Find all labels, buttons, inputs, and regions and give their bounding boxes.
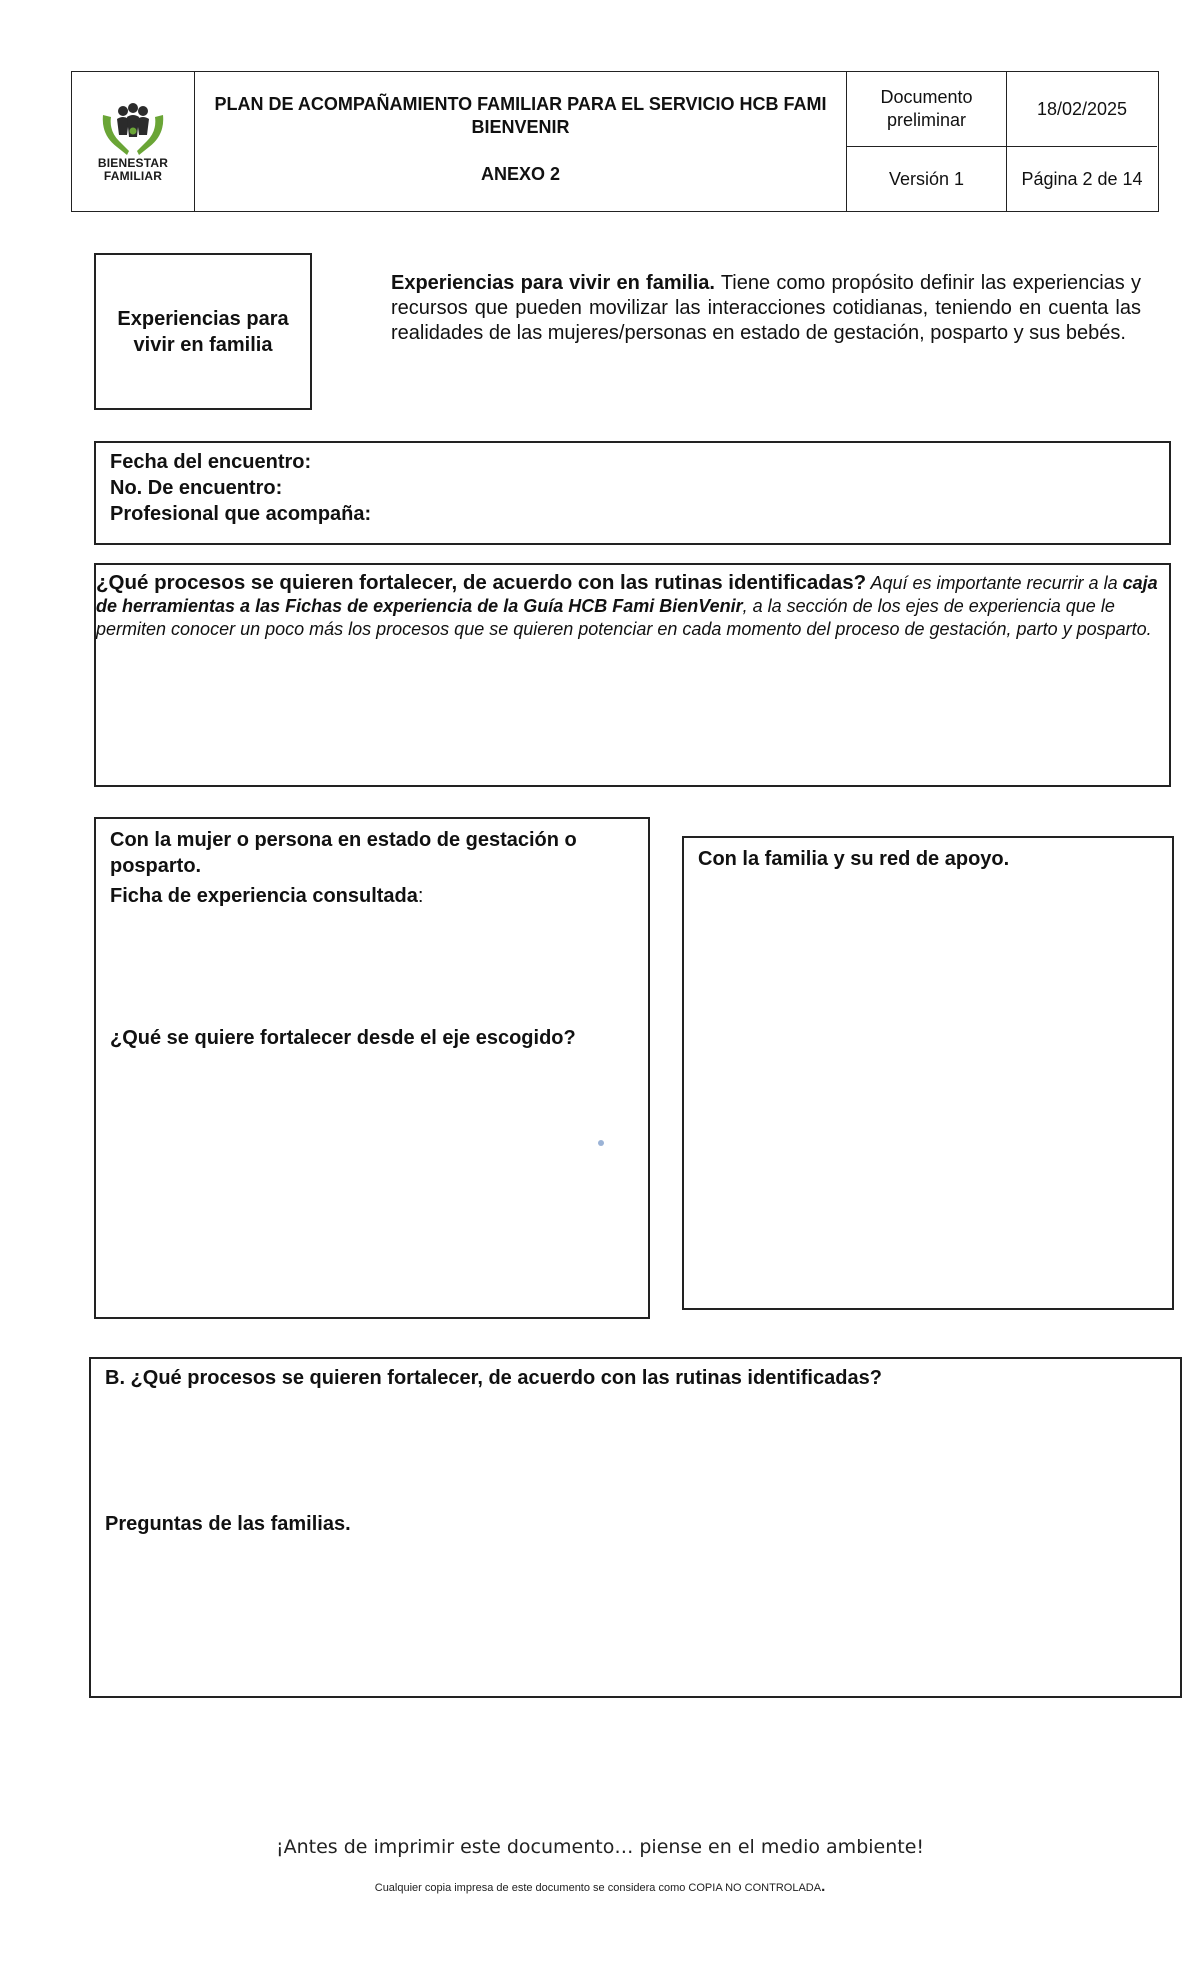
- family-section-heading: Con la familia y su red de apoyo.: [698, 848, 1010, 870]
- profesional-label: Profesional que acompaña:: [110, 503, 372, 525]
- ficha-label: Ficha de experiencia consultada: [110, 885, 418, 907]
- woman-section-heading: Con la mujer o persona en estado de gestación o posparto.: [110, 829, 577, 877]
- section-b-box: [89, 1357, 1182, 1698]
- intro-heading: Experiencias para vivir en familia.: [391, 272, 715, 294]
- document-status: Documento preliminar: [847, 72, 1007, 147]
- title-cell: [195, 72, 847, 211]
- document-date: 18/02/2025: [1007, 72, 1157, 147]
- processes-note-a: Aquí es importante recurrir a la: [866, 573, 1123, 593]
- stray-dot: [598, 1140, 604, 1146]
- footer-copy-note: [0, 1878, 1200, 1895]
- bienestar-familiar-logo: [98, 101, 168, 183]
- processes-question-box: [94, 563, 1171, 787]
- family-hands-icon: [99, 101, 167, 157]
- family-questions-heading: Preguntas de las familias.: [105, 1513, 351, 1535]
- document-version: Versión 1: [847, 147, 1007, 211]
- intro-body: Tiene como propósito definir las experiencias y recursos que pueden movilizar las interacciones cotidianas, teniendo en cuenta las realidades de las mujeres/personas en estado de gestación, posparto y sus bebés.: [391, 272, 1141, 344]
- fecha-label: Fecha del encuentro:: [110, 451, 312, 473]
- document-header: [71, 71, 1159, 212]
- page-number: Página 2 de 14: [1021, 168, 1143, 189]
- ficha-colon: :: [417, 885, 424, 907]
- woman-section-box: [94, 817, 650, 1319]
- logo-cell: [72, 72, 195, 211]
- annex-label: ANEXO 2: [480, 164, 561, 184]
- processes-note-b: , a la sección de los ejes de experiencia que le permiten conocer un poco más los procesos que se quieren potenciar en cada momento del proceso de gestación, parto y posparto.: [96, 596, 1152, 639]
- footer-environment-note: ¡Antes de imprimir este documento… piense en el medio ambiente!: [275, 1836, 925, 1858]
- footer-copy-period: .: [821, 1878, 826, 1895]
- intro-description: [391, 271, 1141, 346]
- logo-line-1: BIENESTAR: [97, 155, 169, 170]
- processes-question-heading: ¿Qué procesos se quieren fortalecer, de acuerdo con las rutinas identificadas?: [96, 571, 867, 594]
- intro-label-box: Experiencias para vivir en familia: [94, 253, 312, 410]
- meeting-info-box: [94, 441, 1171, 545]
- logo-line-2: FAMILIAR: [103, 168, 163, 183]
- family-section-box: [682, 836, 1174, 1310]
- section-b-heading: B. ¿Qué procesos se quieren fortalecer, de acuerdo con las rutinas identificadas?: [105, 1367, 882, 1389]
- document-title: PLAN DE ACOMPAÑAMIENTO FAMILIAR PARA EL SERVICIO HCB FAMI BIENVENIR: [214, 94, 827, 137]
- processes-note-bold: caja de herramientas a las Fichas de experiencia de la Guía HCB Fami BienVenir: [96, 573, 1158, 616]
- encuentro-label: No. De encuentro:: [110, 477, 283, 499]
- ficha-line: [110, 883, 634, 909]
- footer-copy-text: Cualquier copia impresa de este documento se considera como COPIA NO CONTROLADA: [374, 1882, 822, 1894]
- axis-question: ¿Qué se quiere fortalecer desde el eje escogido?: [110, 1027, 576, 1049]
